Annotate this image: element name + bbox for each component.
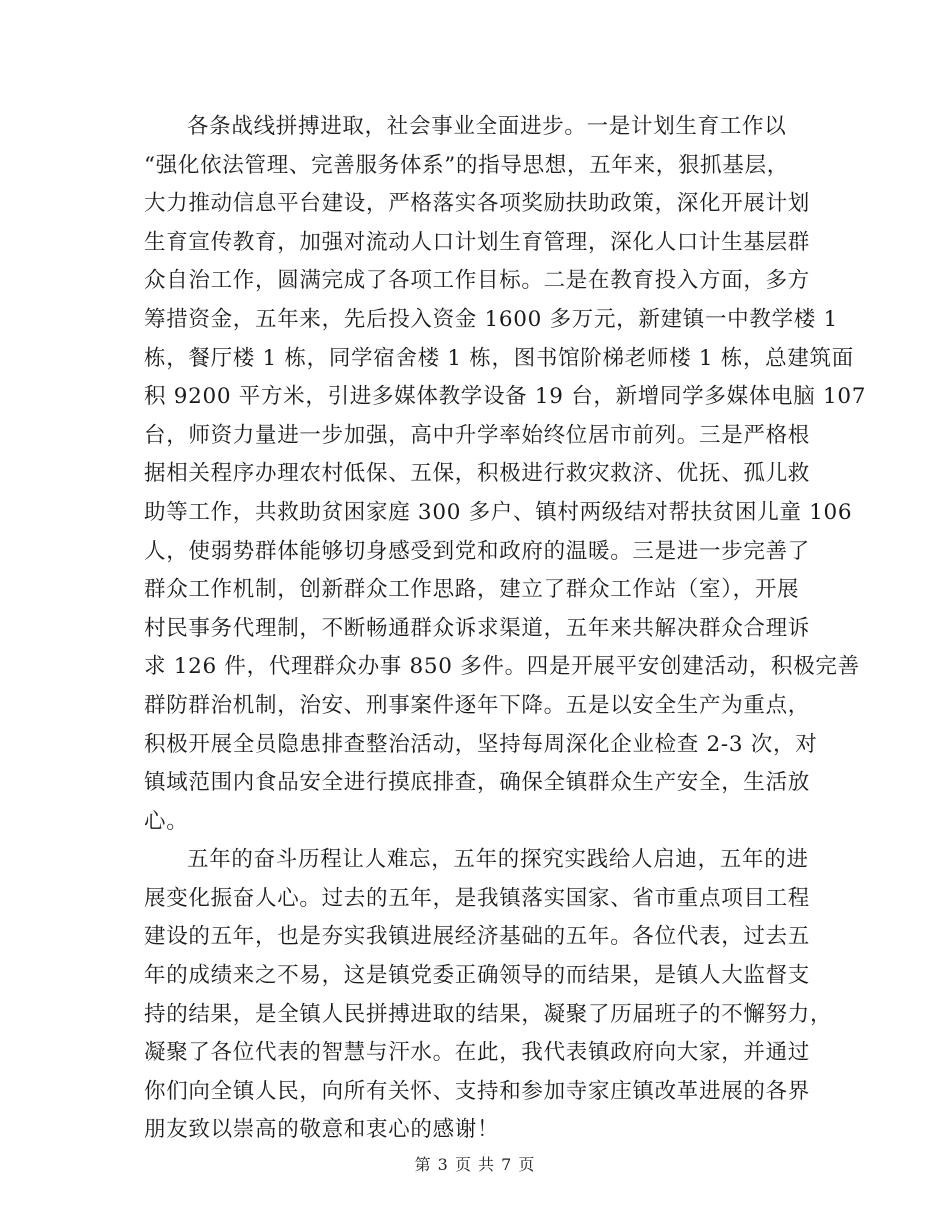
paragraph-line: “强化依法管理、完善服务体系”的指导思想，五年来，狠抓基层， bbox=[144, 152, 789, 178]
paragraph-line: 积极开展全员隐患排查整治活动，坚持每周深化企业检查 2-3 次，对 bbox=[144, 731, 818, 757]
page-number-footer: 第 3 页 共 7 页 bbox=[414, 1155, 536, 1174]
document-body bbox=[144, 108, 867, 1150]
paragraph-line: 建设的五年，也是夯实我镇进展经济基础的五年。各位代表，过去五 bbox=[144, 924, 811, 950]
paragraph-line: 村民事务代理制，不断畅通群众诉求渠道，五年来共解决群众合理诉 bbox=[144, 615, 811, 641]
paragraph-line: 据相关程序办理农村低保、五保，积极进行救灾救济、优抚、孤儿救 bbox=[144, 461, 811, 487]
paragraph-line: 五年的奋斗历程让人难忘，五年的探究实践给人启迪，五年的进 bbox=[187, 847, 809, 873]
paragraph-2 bbox=[144, 841, 833, 1150]
paragraph-line: 栋，餐厅楼 1 栋，同学宿舍楼 1 栋，图书馆阶梯老师楼 1 栋，总建筑面 bbox=[144, 345, 854, 371]
paragraph-line: 群防群治机制，治安、刑事案件逐年下降。五是以安全生产为重点， bbox=[144, 692, 811, 718]
paragraph-line: 台，师资力量进一步加强，高中升学率始终位居市前列。三是严格根 bbox=[144, 422, 811, 448]
paragraph-line: 积 9200 平方米，引进多媒体教学设备 19 台，新增同学多媒体电脑 107 bbox=[144, 384, 867, 410]
paragraph-line: 凝聚了各位代表的智慧与汗水。在此，我代表镇政府向大家，并通过 bbox=[144, 1040, 811, 1066]
paragraph-line: 镇域范围内食品安全进行摸底排查，确保全镇群众生产安全，生活放 bbox=[144, 770, 811, 796]
paragraph-1 bbox=[144, 108, 867, 841]
paragraph-line: 各条战线拼搏进取，社会事业全面进步。一是计划生育工作以 bbox=[187, 114, 787, 139]
paragraph-line: 人，使弱势群体能够切身感受到党和政府的温暖。三是进一步完善了 bbox=[144, 538, 811, 564]
paragraph-line: 持的结果，是全镇人民拼搏进取的结果，凝聚了历届班子的不懈努力， bbox=[144, 1001, 833, 1027]
paragraph-line: 助等工作，共救助贫困家庭 300 多户、镇村两级结对帮扶贫困儿童 106 bbox=[144, 499, 853, 525]
paragraph-line: 心。 bbox=[144, 808, 189, 834]
paragraph-line: 群众工作机制，创新群众工作思路，建立了群众工作站（室），开展 bbox=[144, 577, 800, 603]
paragraph-line: 年的成绩来之不易，这是镇党委正确领导的而结果，是镇人大监督支 bbox=[144, 963, 811, 989]
paragraph-line: 生育宣传教育，加强对流动人口计划生育管理，深化人口计生基层群 bbox=[144, 229, 811, 255]
paragraph-line: 筹措资金，五年来，先后投入资金 1600 多万元，新建镇一中教学楼 1 bbox=[144, 306, 838, 332]
paragraph-line: 求 126 件，代理群众办事 850 多件。四是开展平安创建活动，积极完善 bbox=[144, 654, 860, 680]
paragraph-line: 你们向全镇人民，向所有关怀、支持和参加寺家庄镇改革进展的各界 bbox=[144, 1078, 811, 1104]
paragraph-line: 朋友致以崇高的敬意和衷心的感谢！ bbox=[144, 1117, 500, 1143]
paragraph-line: 大力推动信息平台建设，严格落实各项奖励扶助政策，深化开展计划 bbox=[144, 191, 811, 217]
paragraph-line: 众自治工作，圆满完成了各项工作目标。二是在教育投入方面，多方 bbox=[144, 268, 811, 294]
paragraph-line: 展变化振奋人心。过去的五年，是我镇落实国家、省市重点项目工程 bbox=[144, 885, 811, 911]
